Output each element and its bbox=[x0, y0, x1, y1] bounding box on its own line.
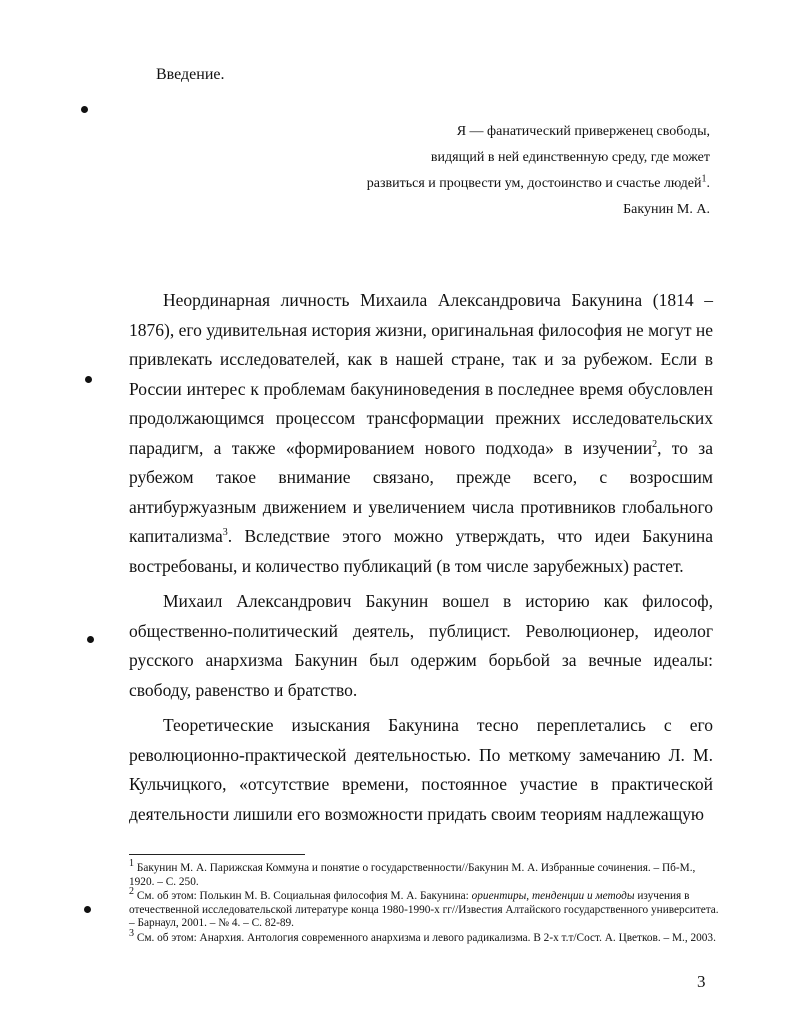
footnotes bbox=[129, 858, 719, 946]
paragraph bbox=[129, 711, 713, 829]
footnote-italic-text: ориентиры, тенденции и методы bbox=[471, 890, 635, 902]
epigraph bbox=[290, 119, 710, 223]
page-number: 3 bbox=[697, 972, 706, 991]
footnote-text: Бакунин М. А. Парижская Коммуна и понятие о государственности//Бакунин М. А. Избранные сочинения. – Пб-М., 1920. – С. 250. bbox=[129, 862, 696, 888]
footnote-text: изучения в отечественной исследовательской литературе конца 1980-1990-х гг//Известия Алтайского государственного университета. – Барнаул, 2001. – № 4. – С. 82-89. bbox=[129, 890, 719, 929]
body-text bbox=[129, 286, 713, 829]
epigraph-author: Бакунин М. А. bbox=[623, 202, 710, 217]
punch-hole-mark bbox=[84, 906, 91, 913]
punch-hole-mark bbox=[85, 376, 92, 383]
paragraph-text: . Вследствие этого можно утверждать, что идеи Бакунина востребованы, и количество публикаций (в том числе зарубежных) растет. bbox=[129, 526, 713, 576]
footnote-ref[interactable]: 3 bbox=[222, 527, 228, 539]
punch-hole-mark bbox=[87, 636, 94, 643]
footnote-number: 2 bbox=[129, 886, 134, 898]
footnote-text: См. об этом: Полькин М. В. Социальная философия М. А. Бакунина: bbox=[136, 890, 472, 902]
footnote-ref[interactable]: 2 bbox=[652, 438, 658, 450]
paragraph-text: Неординарная личность Михаила Александровича Бакунина (1814 – 1876), его удивительная история жизни, оригинальная философия не могут не привлекать исследователей, как в нашей стране, так и за рубежом. Если в России интерес к проблемам бакуниноведения в последнее время обусловлен продолжающимся процессом трансформации прежних исследовательских парадигм, а также «формированием нового подхода» в изучении bbox=[129, 290, 713, 458]
epigraph-line-text: развиться и процвести ум, достоинство и счастье людей bbox=[366, 176, 702, 191]
paragraph-text: , то за рубежом такое внимание связано, прежде всего, с возросшим антибуржуазным движением и увеличением числа противников глобального капитализма bbox=[129, 437, 713, 546]
punch-hole-mark bbox=[81, 106, 88, 113]
footnote bbox=[129, 927, 719, 946]
footnote-ref[interactable]: 1 bbox=[701, 173, 707, 185]
paragraph bbox=[129, 587, 713, 705]
epigraph-line: Я — фанатический приверженец свободы, bbox=[456, 124, 710, 139]
footnote bbox=[129, 886, 719, 931]
footnote-text: См. об этом: Анархия. Антология современного анархизма и левого радикализма. В 2-х т.т/Сост. А. Цветков. – М., 2003. bbox=[136, 931, 716, 944]
paragraph-text: Михаил Александрович Бакунин вошел в историю как философ, общественно-политический деятель, публицист. Революционер, идеолог русского анархизма Бакунин был одержим борьбой за вечные идеалы: свободу, равенство и братство. bbox=[129, 591, 713, 700]
footnote-number: 1 bbox=[129, 858, 134, 870]
footnote-separator bbox=[129, 854, 305, 855]
paragraph-text: Теоретические изыскания Бакунина тесно переплетались с его революционно-практической деятельностью. По меткому замечанию Л. М. Кульчицкого, «отсутствие времени, постоянное участие в практической деятельности лишили его возможности придать своим теориям надлежащую bbox=[129, 715, 713, 824]
section-heading: Введение. bbox=[156, 66, 225, 83]
footnote-number: 3 bbox=[129, 927, 134, 939]
paragraph bbox=[129, 286, 713, 581]
epigraph-line: видящий в ней единственную среду, где может bbox=[430, 150, 710, 165]
footnote bbox=[129, 858, 719, 889]
epigraph-line: развиться и процвести ум, достоинство и счастье людей$^1$. bbox=[366, 173, 710, 191]
